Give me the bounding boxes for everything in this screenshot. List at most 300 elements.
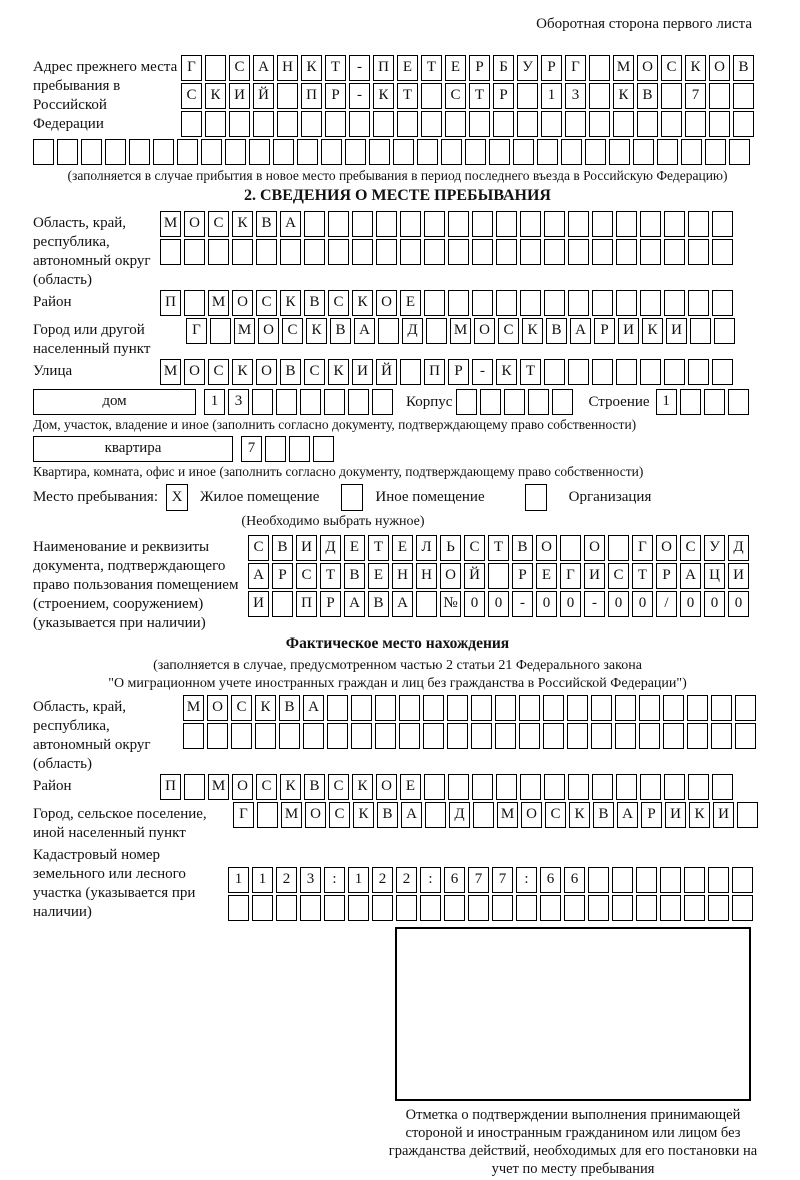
char-cell[interactable] [591,723,612,749]
char-cell[interactable]: С [545,802,566,828]
char-cell[interactable] [328,211,349,237]
char-cell[interactable] [424,290,445,316]
char-cell[interactable] [664,211,685,237]
char-cell[interactable]: К [353,802,374,828]
char-cell[interactable] [568,211,589,237]
char-cell[interactable]: И [728,563,749,589]
char-cell[interactable]: Е [445,55,466,81]
char-cell[interactable] [105,139,126,165]
char-cell[interactable]: С [304,359,325,385]
char-cell[interactable] [210,318,231,344]
char-cell[interactable]: О [637,55,658,81]
char-cell[interactable] [304,211,325,237]
char-cell[interactable] [208,239,229,265]
char-cell[interactable]: С [296,563,317,589]
char-cell[interactable]: С [256,774,277,800]
char-cell[interactable]: 3 [565,83,586,109]
char-cell[interactable] [565,111,586,137]
char-cell[interactable]: С [329,802,350,828]
char-cell[interactable] [496,239,517,265]
char-cell[interactable]: А [570,318,591,344]
char-cell[interactable] [520,774,541,800]
char-cell[interactable] [639,723,660,749]
char-cell[interactable]: К [496,359,517,385]
char-cell[interactable] [640,239,661,265]
char-cell[interactable]: А [303,695,324,721]
char-cell[interactable] [709,83,730,109]
char-cell[interactable] [608,535,629,561]
char-cell[interactable] [543,723,564,749]
char-cell[interactable] [568,359,589,385]
char-cell[interactable]: 0 [608,591,629,617]
char-cell[interactable] [688,290,709,316]
char-cell[interactable]: К [232,359,253,385]
char-cell[interactable] [400,359,421,385]
char-cell[interactable]: О [232,290,253,316]
char-cell[interactable]: Й [376,359,397,385]
char-cell[interactable]: О [305,802,326,828]
char-cell[interactable] [351,723,372,749]
char-cell[interactable]: И [584,563,605,589]
char-cell[interactable]: О [184,211,205,237]
char-cell[interactable] [513,139,534,165]
char-cell[interactable]: К [685,55,706,81]
char-cell[interactable] [640,211,661,237]
char-cell[interactable] [373,111,394,137]
char-cell[interactable]: Р [448,359,469,385]
char-cell[interactable] [592,290,613,316]
char-cell[interactable]: В [330,318,351,344]
char-cell[interactable] [687,695,708,721]
char-cell[interactable] [688,239,709,265]
char-cell[interactable] [327,695,348,721]
char-cell[interactable]: Г [233,802,254,828]
char-cell[interactable]: Е [344,535,365,561]
char-cell[interactable] [444,895,465,921]
char-cell[interactable] [421,83,442,109]
char-cell[interactable]: К [205,83,226,109]
char-cell[interactable]: К [689,802,710,828]
char-cell[interactable]: 7 [468,867,489,893]
char-cell[interactable]: О [376,290,397,316]
char-cell[interactable]: О [258,318,279,344]
char-cell[interactable]: И [229,83,250,109]
char-cell[interactable] [184,290,205,316]
char-cell[interactable] [327,723,348,749]
char-cell[interactable] [129,139,150,165]
char-cell[interactable]: С [256,290,277,316]
char-cell[interactable] [616,239,637,265]
char-cell[interactable] [541,111,562,137]
char-cell[interactable]: К [232,211,253,237]
char-cell[interactable] [228,895,249,921]
char-cell[interactable] [420,895,441,921]
char-cell[interactable]: Й [253,83,274,109]
char-cell[interactable] [375,723,396,749]
char-cell[interactable]: А [617,802,638,828]
char-cell[interactable] [205,55,226,81]
char-cell[interactable]: П [160,290,181,316]
char-cell[interactable] [348,389,369,415]
organization-checkbox[interactable] [525,484,547,511]
char-cell[interactable]: П [296,591,317,617]
char-cell[interactable]: Д [728,535,749,561]
char-cell[interactable]: К [280,290,301,316]
char-cell[interactable] [279,723,300,749]
char-cell[interactable]: А [680,563,701,589]
char-cell[interactable]: Р [641,802,662,828]
char-cell[interactable] [372,389,393,415]
char-cell[interactable]: 0 [536,591,557,617]
char-cell[interactable] [735,723,756,749]
char-cell[interactable] [399,723,420,749]
char-cell[interactable]: - [472,359,493,385]
char-cell[interactable]: К [522,318,543,344]
other-premises-checkbox[interactable] [341,484,363,511]
char-cell[interactable]: О [376,774,397,800]
char-cell[interactable] [378,318,399,344]
char-cell[interactable] [256,239,277,265]
char-cell[interactable] [714,318,735,344]
char-cell[interactable]: Л [416,535,437,561]
char-cell[interactable] [520,290,541,316]
char-cell[interactable] [592,774,613,800]
char-cell[interactable]: М [450,318,471,344]
char-cell[interactable] [375,695,396,721]
char-cell[interactable] [448,774,469,800]
char-cell[interactable] [348,895,369,921]
char-cell[interactable] [495,723,516,749]
char-cell[interactable]: С [445,83,466,109]
char-cell[interactable] [441,139,462,165]
char-cell[interactable]: Р [469,55,490,81]
char-cell[interactable]: Г [181,55,202,81]
char-cell[interactable] [352,239,373,265]
char-cell[interactable] [519,723,540,749]
char-cell[interactable] [57,139,78,165]
char-cell[interactable]: А [344,591,365,617]
char-cell[interactable] [684,867,705,893]
char-cell[interactable] [664,359,685,385]
char-cell[interactable]: Н [277,55,298,81]
char-cell[interactable]: Т [397,83,418,109]
char-cell[interactable]: 1 [204,389,225,415]
char-cell[interactable] [612,867,633,893]
char-cell[interactable]: В [280,359,301,385]
char-cell[interactable] [687,723,708,749]
char-cell[interactable] [396,895,417,921]
char-cell[interactable]: 1 [541,83,562,109]
char-cell[interactable] [472,239,493,265]
char-cell[interactable] [473,802,494,828]
char-cell[interactable]: Ц [704,563,725,589]
char-cell[interactable] [640,290,661,316]
char-cell[interactable]: 1 [228,867,249,893]
char-cell[interactable] [543,695,564,721]
char-cell[interactable] [688,359,709,385]
char-cell[interactable]: М [281,802,302,828]
char-cell[interactable] [304,239,325,265]
char-cell[interactable]: О [584,535,605,561]
char-cell[interactable] [616,774,637,800]
char-cell[interactable] [456,389,477,415]
char-cell[interactable] [349,111,370,137]
char-cell[interactable]: О [709,55,730,81]
char-cell[interactable]: 0 [464,591,485,617]
char-cell[interactable]: 2 [396,867,417,893]
char-cell[interactable]: Д [449,802,470,828]
char-cell[interactable] [276,895,297,921]
char-cell[interactable] [504,389,525,415]
char-cell[interactable]: И [665,802,686,828]
char-cell[interactable] [184,774,205,800]
char-cell[interactable] [711,723,732,749]
char-cell[interactable]: К [255,695,276,721]
char-cell[interactable] [277,111,298,137]
char-cell[interactable] [735,695,756,721]
char-cell[interactable]: Т [632,563,653,589]
char-cell[interactable] [468,895,489,921]
char-cell[interactable] [688,774,709,800]
char-cell[interactable] [448,290,469,316]
char-cell[interactable] [592,211,613,237]
char-cell[interactable]: 2 [372,867,393,893]
char-cell[interactable]: 7 [492,867,513,893]
char-cell[interactable]: Д [320,535,341,561]
char-cell[interactable]: Т [325,55,346,81]
char-cell[interactable]: О [207,695,228,721]
char-cell[interactable] [496,774,517,800]
char-cell[interactable] [567,723,588,749]
char-cell[interactable]: М [183,695,204,721]
char-cell[interactable]: П [160,774,181,800]
char-cell[interactable] [589,111,610,137]
char-cell[interactable] [445,111,466,137]
char-cell[interactable] [544,290,565,316]
char-cell[interactable] [708,867,729,893]
char-cell[interactable] [201,139,222,165]
char-cell[interactable]: В [279,695,300,721]
char-cell[interactable] [661,83,682,109]
char-cell[interactable] [423,695,444,721]
char-cell[interactable] [352,211,373,237]
char-cell[interactable] [276,389,297,415]
char-cell[interactable] [495,695,516,721]
char-cell[interactable] [297,139,318,165]
char-cell[interactable] [181,111,202,137]
char-cell[interactable]: № [440,591,461,617]
char-cell[interactable] [520,239,541,265]
char-cell[interactable]: В [256,211,277,237]
char-cell[interactable]: 2 [276,867,297,893]
char-cell[interactable] [469,111,490,137]
char-cell[interactable] [552,389,573,415]
char-cell[interactable] [300,389,321,415]
char-cell[interactable]: С [680,535,701,561]
char-cell[interactable] [229,111,250,137]
char-cell[interactable] [560,535,581,561]
char-cell[interactable] [376,211,397,237]
char-cell[interactable]: С [661,55,682,81]
char-cell[interactable] [733,111,754,137]
char-cell[interactable] [685,111,706,137]
char-cell[interactable]: К [280,774,301,800]
char-cell[interactable]: А [253,55,274,81]
char-cell[interactable]: 7 [241,436,262,462]
char-cell[interactable] [616,211,637,237]
char-cell[interactable] [636,895,657,921]
char-cell[interactable] [660,867,681,893]
char-cell[interactable] [519,695,540,721]
char-cell[interactable] [277,83,298,109]
char-cell[interactable] [591,695,612,721]
char-cell[interactable] [265,436,286,462]
char-cell[interactable]: С [208,211,229,237]
char-cell[interactable]: И [713,802,734,828]
char-cell[interactable] [425,802,446,828]
char-cell[interactable]: К [301,55,322,81]
char-cell[interactable] [400,211,421,237]
char-cell[interactable]: : [516,867,537,893]
char-cell[interactable] [711,695,732,721]
char-cell[interactable] [351,695,372,721]
char-cell[interactable] [589,83,610,109]
char-cell[interactable]: : [324,867,345,893]
char-cell[interactable] [488,563,509,589]
char-cell[interactable]: К [642,318,663,344]
char-cell[interactable] [712,774,733,800]
char-cell[interactable] [615,723,636,749]
char-cell[interactable] [732,895,753,921]
char-cell[interactable]: И [352,359,373,385]
char-cell[interactable] [345,139,366,165]
char-cell[interactable]: И [248,591,269,617]
char-cell[interactable]: С [282,318,303,344]
char-cell[interactable]: О [256,359,277,385]
char-cell[interactable]: 6 [444,867,465,893]
char-cell[interactable]: 0 [632,591,653,617]
char-cell[interactable]: О [440,563,461,589]
char-cell[interactable] [657,139,678,165]
char-cell[interactable] [472,211,493,237]
char-cell[interactable]: Е [400,290,421,316]
char-cell[interactable]: Т [520,359,541,385]
char-cell[interactable]: В [344,563,365,589]
char-cell[interactable] [540,895,561,921]
char-cell[interactable] [301,111,322,137]
char-cell[interactable] [544,359,565,385]
char-cell[interactable] [225,139,246,165]
char-cell[interactable] [633,139,654,165]
char-cell[interactable]: В [368,591,389,617]
char-cell[interactable] [708,895,729,921]
char-cell[interactable] [493,111,514,137]
char-cell[interactable]: В [593,802,614,828]
char-cell[interactable]: С [498,318,519,344]
char-cell[interactable] [690,318,711,344]
char-cell[interactable]: Н [392,563,413,589]
char-cell[interactable]: - [349,83,370,109]
char-cell[interactable] [496,211,517,237]
char-cell[interactable] [255,723,276,749]
char-cell[interactable] [153,139,174,165]
char-cell[interactable]: В [304,774,325,800]
char-cell[interactable]: В [377,802,398,828]
char-cell[interactable]: Е [536,563,557,589]
char-cell[interactable]: Ь [440,535,461,561]
char-cell[interactable] [561,139,582,165]
char-cell[interactable]: Е [397,55,418,81]
char-cell[interactable]: 6 [564,867,585,893]
char-cell[interactable]: Р [325,83,346,109]
char-cell[interactable]: М [160,359,181,385]
char-cell[interactable] [496,290,517,316]
char-cell[interactable] [289,436,310,462]
char-cell[interactable]: 3 [228,389,249,415]
char-cell[interactable] [616,359,637,385]
char-cell[interactable]: Г [565,55,586,81]
char-cell[interactable]: 7 [685,83,706,109]
char-cell[interactable] [681,139,702,165]
char-cell[interactable] [640,774,661,800]
char-cell[interactable]: 0 [488,591,509,617]
char-cell[interactable] [661,111,682,137]
char-cell[interactable] [528,389,549,415]
char-cell[interactable] [663,695,684,721]
char-cell[interactable] [517,83,538,109]
char-cell[interactable] [737,802,758,828]
char-cell[interactable] [81,139,102,165]
char-cell[interactable] [313,436,334,462]
char-cell[interactable] [588,867,609,893]
char-cell[interactable] [448,239,469,265]
char-cell[interactable]: М [160,211,181,237]
char-cell[interactable]: Р [594,318,615,344]
char-cell[interactable] [472,290,493,316]
char-cell[interactable] [592,359,613,385]
char-cell[interactable] [684,895,705,921]
char-cell[interactable] [660,895,681,921]
char-cell[interactable] [537,139,558,165]
char-cell[interactable]: У [704,535,725,561]
char-cell[interactable] [424,774,445,800]
char-cell[interactable] [664,290,685,316]
char-cell[interactable]: О [536,535,557,561]
char-cell[interactable] [465,139,486,165]
char-cell[interactable] [664,774,685,800]
char-cell[interactable] [516,895,537,921]
char-cell[interactable] [324,389,345,415]
char-cell[interactable]: О [232,774,253,800]
char-cell[interactable]: В [304,290,325,316]
char-cell[interactable]: П [424,359,445,385]
char-cell[interactable]: Т [488,535,509,561]
char-cell[interactable] [252,389,273,415]
char-cell[interactable] [712,239,733,265]
char-cell[interactable] [492,895,513,921]
char-cell[interactable]: Г [632,535,653,561]
char-cell[interactable]: В [546,318,567,344]
char-cell[interactable] [471,695,492,721]
char-cell[interactable]: К [352,774,373,800]
char-cell[interactable]: 1 [656,389,677,415]
char-cell[interactable] [612,895,633,921]
char-cell[interactable]: С [208,359,229,385]
char-cell[interactable]: Е [368,563,389,589]
char-cell[interactable]: Т [421,55,442,81]
char-cell[interactable] [728,389,749,415]
char-cell[interactable] [399,695,420,721]
